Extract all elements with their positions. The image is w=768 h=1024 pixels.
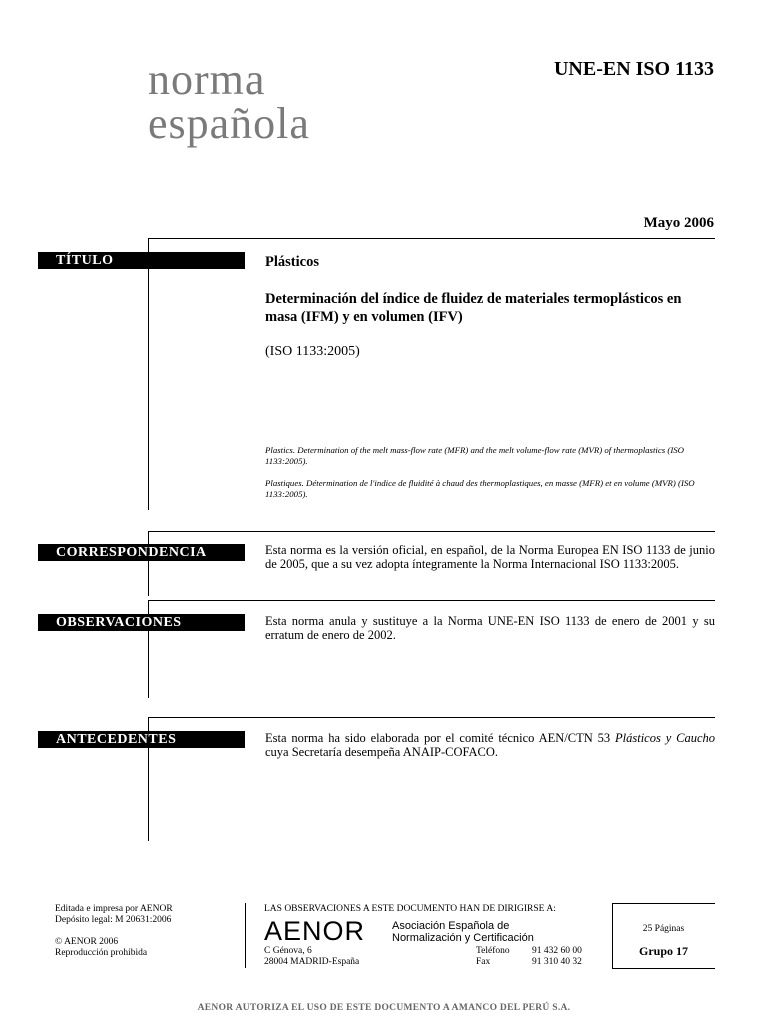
address-city: 28004 MADRID-España: [264, 957, 360, 967]
divider-antecedentes: [148, 717, 715, 718]
aenor-logo: AENOR: [264, 916, 366, 946]
french-title: Plastiques. Détermination de l'indice de fluidité à chaud des thermoplastiques, en masse (MFR) et en volume (MVR) (ISO 1133:2005).: [265, 478, 695, 499]
section-label-titulo: TÍTULO: [38, 252, 245, 269]
footer-edited-by: Editada e impresa por AENOR: [55, 904, 173, 914]
contact-numbers: [532, 946, 582, 968]
vertical-rule-titulo: [148, 238, 149, 510]
antecedentes-committee-name: Plásticos y Caucho: [615, 731, 716, 745]
assoc-line-2: Normalización y Certificación: [392, 932, 534, 944]
license-notice: AENOR AUTORIZA EL USO DE ESTE DOCUMENTO A AMANCO DEL PERÚ S.A.: [197, 1003, 571, 1013]
main-title: Determinación del índice de fluidez de materiales termoplásticos en masa (IFM) y en volumen (IFV): [265, 291, 682, 325]
norma-line-1: norma: [148, 55, 266, 104]
footer-reproduction: Reproducción prohibida: [55, 948, 148, 958]
antecedentes-text-pre: Esta norma ha sido elaborada por el comité técnico AEN/CTN 53: [265, 731, 615, 745]
footer-divider-right: [612, 903, 613, 968]
fax-number: 91 310 40 32: [532, 957, 582, 967]
antecedentes-text: [265, 731, 715, 759]
norma-espanola-heading: [148, 55, 310, 148]
page-count: 25 Páginas: [642, 924, 685, 934]
group-number: Grupo 17: [638, 944, 688, 958]
iso-reference: (ISO 1133:2005): [265, 344, 360, 359]
subject-title: Plásticos: [265, 254, 319, 270]
contact-labels: [476, 946, 510, 968]
assoc-line-1: Asociación Española de: [392, 920, 510, 932]
section-label-correspondencia: CORRESPONDENCIA: [38, 544, 245, 561]
phone-number: 91 432 60 00: [532, 946, 582, 956]
footer-observations-heading: LAS OBSERVACIONES A ESTE DOCUMENTO HAN DE DIRIGIRSE A:: [264, 904, 556, 914]
footer-divider-left: [245, 903, 246, 968]
correspondencia-text: Esta norma es la versión oficial, en español, de la Norma Europea EN ISO 1133 de junio de 2005, que a su vez adopta íntegramente la Norma Internacional ISO 1133:2005.: [265, 543, 715, 571]
divider-correspondencia: [148, 531, 715, 532]
section-label-observaciones: OBSERVACIONES: [38, 614, 245, 631]
vertical-rule-correspondencia: [148, 531, 149, 596]
address-street: C Génova, 6: [264, 946, 312, 956]
publication-date: Mayo 2006: [643, 215, 714, 231]
norma-line-2: española: [148, 99, 310, 148]
observaciones-text: Esta norma anula y sustituye a la Norma UNE-EN ISO 1133 de enero de 2001 y su erratum de enero de 2002.: [265, 614, 715, 642]
standard-code: UNE-EN ISO 1133: [553, 58, 714, 80]
footer-publisher: [55, 904, 173, 959]
section-label-antecedentes: ANTECEDENTES: [38, 731, 245, 748]
antecedentes-text-post: cuya Secretaría desempeña ANAIP-COFACO.: [265, 745, 499, 759]
fax-label: Fax: [476, 957, 491, 967]
aenor-address: [264, 946, 359, 968]
divider-titulo: [148, 238, 715, 239]
divider-observaciones: [148, 600, 715, 601]
footer-legal-deposit: Depósito legal: M 20631:2006: [55, 915, 172, 925]
footer-box-top: [612, 903, 715, 904]
phone-label: Teléfono: [476, 946, 510, 956]
footer-box-bottom: [612, 968, 715, 969]
english-title: Plastics. Determination of the melt mass-flow rate (MFR) and the melt volume-flow rate (MVR) of thermoplastics (ISO 1133:2005).: [265, 445, 685, 466]
footer-copyright: © AENOR 2006: [55, 937, 119, 947]
aenor-association-name: [392, 920, 534, 944]
